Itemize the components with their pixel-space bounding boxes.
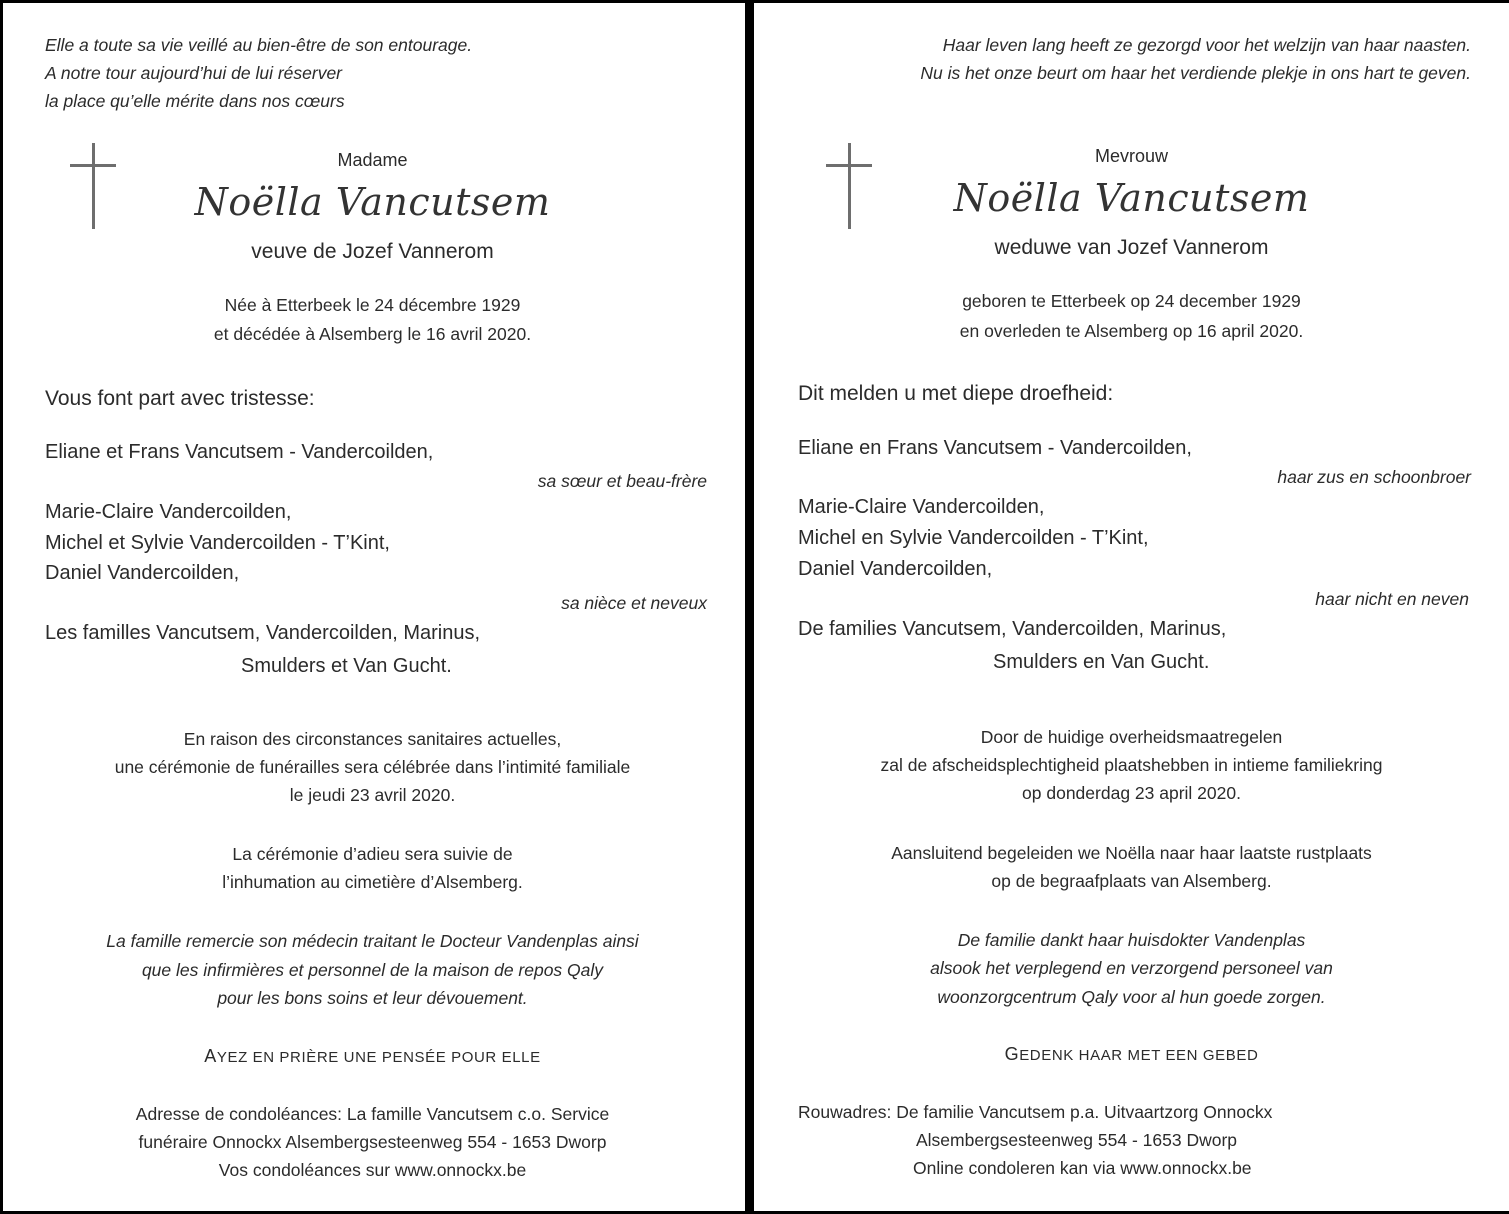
relation-label: haar nicht en neven <box>1315 589 1469 609</box>
family-line: Marie-Claire Vandercoilden, <box>798 496 1045 518</box>
thanks-line: woonzorgcentrum Qaly voor al hun goede zorgen. <box>937 987 1326 1007</box>
birth-info: geboren te Etterbeek op 24 december 1929 <box>962 291 1301 311</box>
ceremony-line: une cérémonie de funérailles sera célébrée dans l’intimité familiale <box>114 757 631 777</box>
announcement: Dit melden u met diepe droefheid: <box>798 382 1114 405</box>
honorific: Madame <box>337 150 408 170</box>
family-line: Eliane en Frans Vancutsem - Vandercoilden, <box>798 437 1192 459</box>
family-line: Daniel Vandercoilden, <box>798 558 993 580</box>
ceremony-line: le jeudi 23 avril 2020. <box>289 785 456 805</box>
thanks-line: que les infirmières et personnel de la maison de repos Qaly <box>141 960 604 980</box>
widow-of: veuve de Jozef Vannerom <box>251 240 494 263</box>
family-line: Smulders en Van Gucht. <box>993 651 1210 673</box>
ceremony-line: op donderdag 23 april 2020. <box>1022 783 1241 803</box>
family-line: Michel et Sylvie Vandercoilden - T’Kint, <box>45 532 390 554</box>
poem-line: A notre tour aujourd’hui de lui réserver <box>45 63 343 83</box>
relation-label: sa nièce et neveux <box>561 593 707 613</box>
burial-line: La cérémonie d’adieu sera suivie de <box>232 844 513 864</box>
poem-line: Haar leven lang heeft ze gezorgd voor het welzijn van haar naasten. <box>942 35 1471 55</box>
death-info: et décédée à Alsemberg le 16 avril 2020. <box>213 324 532 344</box>
thanks-line: La famille remercie son médecin traitant le Docteur Vandenplas ainsi <box>106 931 639 951</box>
family-line: Michel en Sylvie Vandercoilden - T’Kint, <box>798 527 1149 549</box>
panel-divider <box>745 0 754 1214</box>
family-line: Marie-Claire Vandercoilden, <box>45 501 292 523</box>
death-info: en overleden te Alsemberg op 16 april 2020. <box>959 321 1304 341</box>
website-line: Online condoleren kan via www.onnockx.be <box>913 1158 1252 1178</box>
relation-label: sa sœur et beau-frère <box>537 471 707 491</box>
website-line: Vos condoléances sur www.onnockx.be <box>218 1160 527 1180</box>
thanks-line: De familie dankt haar huisdokter Vandenplas <box>957 930 1306 950</box>
family-line: Smulders et Van Gucht. <box>241 655 452 677</box>
poem-line: Nu is het onze beurt om haar het verdiende plekje in ons hart te geven. <box>920 63 1471 83</box>
relation-label: haar zus en schoonbroer <box>1277 467 1471 487</box>
ceremony-line: En raison des circonstances sanitaires actuelles, <box>183 729 562 749</box>
poem-line: la place qu’elle mérite dans nos cœurs <box>45 91 345 111</box>
family-line: Les familles Vancutsem, Vandercoilden, Marinus, <box>45 622 481 644</box>
dutch-panel <box>754 0 1509 1214</box>
burial-line: l’inhumation au cimetière d’Alsemberg. <box>222 872 523 892</box>
birth-info: Née à Etterbeek le 24 décembre 1929 <box>224 295 521 315</box>
address-line: Rouwadres: De familie Vancutsem p.a. Uitvaartzorg Onnockx <box>798 1102 1273 1122</box>
prayer-line: GEDENK HAAR MET EEN GEBED <box>1004 1044 1259 1064</box>
deceased-name: Noëlla Vancutsem <box>953 176 1310 220</box>
burial-line: op de begraafplaats van Alsemberg. <box>991 871 1272 891</box>
address-line: Adresse de condoléances: La famille Vancutsem c.o. Service <box>135 1104 610 1124</box>
prayer-line: AYEZ EN PRIÈRE UNE PENSÉE POUR ELLE <box>204 1046 541 1066</box>
deceased-name: Noëlla Vancutsem <box>194 180 551 224</box>
address-line: Alsembergsesteenweg 554 - 1653 Dworp <box>916 1130 1238 1150</box>
ceremony-line: Door de huidige overheidsmaatregelen <box>980 727 1283 747</box>
family-line: Daniel Vandercoilden, <box>45 562 240 584</box>
burial-line: Aansluitend begeleiden we Noëlla naar haar laatste rustplaats <box>891 843 1372 863</box>
address-line: funéraire Onnockx Alsembergsesteenweg 554 - 1653 Dworp <box>138 1132 607 1152</box>
french-panel <box>0 0 745 1214</box>
family-line: Eliane et Frans Vancutsem - Vandercoilden, <box>45 441 434 463</box>
thanks-line: alsook het verplegend en verzorgend personeel van <box>930 958 1333 978</box>
announcement: Vous font part avec tristesse: <box>45 387 315 410</box>
widow-of: weduwe van Jozef Vannerom <box>994 236 1269 259</box>
family-line: De families Vancutsem, Vandercoilden, Marinus, <box>798 618 1227 640</box>
honorific: Mevrouw <box>1094 146 1169 166</box>
poem-line: Elle a toute sa vie veillé au bien-être de son entourage. <box>45 35 473 55</box>
ceremony-line: zal de afscheidsplechtigheid plaatshebben in intieme familiekring <box>880 755 1383 775</box>
thanks-line: pour les bons soins et leur dévouement. <box>217 988 528 1008</box>
